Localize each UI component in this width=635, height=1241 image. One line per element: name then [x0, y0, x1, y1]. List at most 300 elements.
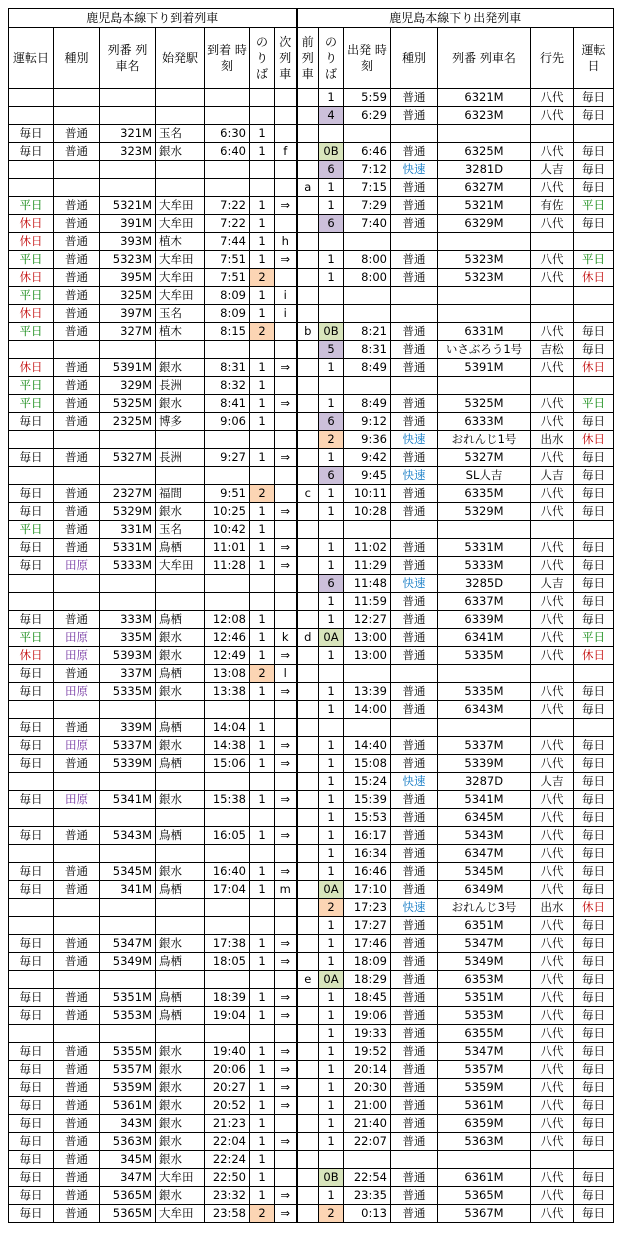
cell-arr-train: 5323M: [100, 251, 156, 269]
cell-prev-train: [297, 1043, 319, 1061]
cell-arr-days: 平日: [9, 521, 54, 539]
cell-arr-platform: [250, 179, 275, 197]
cell-dep-type: 普通: [391, 413, 438, 431]
cell-arr-platform: 1: [250, 791, 275, 809]
cell-arr-type: 普通: [54, 323, 100, 341]
cell-arr-days: 毎日: [9, 1115, 54, 1133]
cell-arr-platform: 2: [250, 665, 275, 683]
cell-prev-train: [297, 125, 319, 143]
table-row: [9, 953, 614, 971]
cell-dep-time: 16:17: [344, 827, 391, 845]
cell-arr-platform: 1: [250, 251, 275, 269]
cell-dep-train: 5353M: [438, 1007, 531, 1025]
cell-arr-train: [100, 179, 156, 197]
cell-dep-train: 5323M: [438, 251, 531, 269]
cell-prev-train: [297, 557, 319, 575]
cell-dep-platform: 1: [319, 953, 344, 971]
cell-dep-platform: 1: [319, 1133, 344, 1151]
cell-arr-type: 普通: [54, 1133, 100, 1151]
cell-dep-days: [574, 305, 614, 323]
cell-dep-dest: 八代: [531, 1061, 574, 1079]
table-row: [9, 1025, 614, 1043]
cell-dep-type: 普通: [391, 827, 438, 845]
table-row: [9, 125, 614, 143]
cell-dep-train: [438, 719, 531, 737]
cell-arr-days: 毎日: [9, 665, 54, 683]
cell-dep-dest: [531, 125, 574, 143]
cell-dep-days: 毎日: [574, 755, 614, 773]
cell-dep-dest: 八代: [531, 845, 574, 863]
cell-dep-platform: 6: [319, 575, 344, 593]
cell-arr-train: 5329M: [100, 503, 156, 521]
table-row: [9, 431, 614, 449]
cell-dep-dest: 八代: [531, 449, 574, 467]
cell-dep-dest: 八代: [531, 935, 574, 953]
table-row: [9, 863, 614, 881]
table-row: [9, 1151, 614, 1169]
cell-arr-type: 田原: [54, 737, 100, 755]
cell-arr-days: 毎日: [9, 557, 54, 575]
cell-dep-train: 6329M: [438, 215, 531, 233]
cell-dep-train: 5331M: [438, 539, 531, 557]
cell-arr-origin: 大牟田: [156, 269, 205, 287]
cell-dep-type: 快速: [391, 575, 438, 593]
timetable-body: [9, 89, 614, 1223]
cell-arr-type: 普通: [54, 197, 100, 215]
cell-arr-train: [100, 431, 156, 449]
cell-dep-dest: 八代: [531, 179, 574, 197]
cell-arr-type: 普通: [54, 377, 100, 395]
cell-prev-train: [297, 521, 319, 539]
cell-arr-days: [9, 809, 54, 827]
table-row: [9, 287, 614, 305]
cell-dep-train: おれんじ1号: [438, 431, 531, 449]
cell-arr-origin: 鳥栖: [156, 755, 205, 773]
cell-dep-time: 8:00: [344, 251, 391, 269]
cell-prev-train: [297, 809, 319, 827]
cell-dep-type: 普通: [391, 197, 438, 215]
cell-prev-train: [297, 827, 319, 845]
table-row: [9, 503, 614, 521]
table-row: [9, 377, 614, 395]
cell-dep-type: 普通: [391, 1169, 438, 1187]
cell-dep-dest: 八代: [531, 647, 574, 665]
cell-next-train: [275, 269, 297, 287]
cell-dep-time: 12:27: [344, 611, 391, 629]
cell-dep-dest: 八代: [531, 593, 574, 611]
cell-dep-train: SL人吉: [438, 467, 531, 485]
cell-dep-type: 普通: [391, 1115, 438, 1133]
cell-arr-origin: 福間: [156, 485, 205, 503]
cell-dep-train: 6323M: [438, 107, 531, 125]
cell-dep-platform: 1: [319, 1079, 344, 1097]
cell-arr-type: [54, 179, 100, 197]
cell-arr-days: 毎日: [9, 1169, 54, 1187]
cell-dep-days: 毎日: [574, 1061, 614, 1079]
cell-dep-dest: 八代: [531, 611, 574, 629]
cell-dep-train: 6321M: [438, 89, 531, 107]
cell-arr-platform: [250, 1025, 275, 1043]
cell-dep-train: 6333M: [438, 413, 531, 431]
table-row: [9, 89, 614, 107]
cell-prev-train: [297, 791, 319, 809]
cell-dep-type: 普通: [391, 593, 438, 611]
cell-prev-train: [297, 1097, 319, 1115]
cell-arr-platform: 1: [250, 1151, 275, 1169]
cell-dep-time: 18:09: [344, 953, 391, 971]
cell-dep-days: 平日: [574, 197, 614, 215]
cell-dep-dest: 八代: [531, 1205, 574, 1223]
cell-dep-dest: 八代: [531, 359, 574, 377]
cell-dep-dest: 八代: [531, 1007, 574, 1025]
cell-dep-dest: 八代: [531, 269, 574, 287]
cell-dep-days: 毎日: [574, 575, 614, 593]
cell-arr-time: 20:52: [205, 1097, 250, 1115]
cell-prev-train: [297, 917, 319, 935]
cell-arr-time: 6:40: [205, 143, 250, 161]
cell-arr-time: 16:05: [205, 827, 250, 845]
cell-next-train: ⇒: [275, 1133, 297, 1151]
cell-dep-dest: 出水: [531, 899, 574, 917]
table-row: [9, 611, 614, 629]
cell-dep-type: 普通: [391, 107, 438, 125]
cell-dep-type: 普通: [391, 935, 438, 953]
cell-arr-origin: [156, 575, 205, 593]
cell-dep-train: 6345M: [438, 809, 531, 827]
table-row: [9, 935, 614, 953]
cell-arr-origin: 大牟田: [156, 287, 205, 305]
cell-arr-days: 毎日: [9, 1079, 54, 1097]
cell-arr-train: [100, 467, 156, 485]
cell-arr-time: 9:27: [205, 449, 250, 467]
cell-arr-days: 平日: [9, 629, 54, 647]
cell-arr-time: 7:22: [205, 215, 250, 233]
cell-next-train: ⇒: [275, 863, 297, 881]
cell-arr-train: 5365M: [100, 1187, 156, 1205]
cell-arr-type: 普通: [54, 287, 100, 305]
cell-prev-train: [297, 881, 319, 899]
cell-next-train: ⇒: [275, 737, 297, 755]
cell-dep-type: [391, 305, 438, 323]
arrival-title: 鹿児島本線下り到着列車: [9, 9, 297, 28]
cell-prev-train: e: [297, 971, 319, 989]
cell-dep-dest: 八代: [531, 1097, 574, 1115]
cell-arr-type: 普通: [54, 1007, 100, 1025]
cell-arr-days: 平日: [9, 287, 54, 305]
cell-dep-time: 22:54: [344, 1169, 391, 1187]
cell-arr-origin: [156, 467, 205, 485]
cell-next-train: [275, 413, 297, 431]
cell-dep-days: 毎日: [574, 827, 614, 845]
cell-dep-train: 6337M: [438, 593, 531, 611]
cell-dep-train: 5339M: [438, 755, 531, 773]
cell-arr-type: 普通: [54, 1205, 100, 1223]
cell-arr-type: 普通: [54, 305, 100, 323]
table-row: [9, 899, 614, 917]
cell-dep-time: 8:49: [344, 395, 391, 413]
cell-next-train: ⇒: [275, 827, 297, 845]
cell-arr-platform: [250, 89, 275, 107]
cell-dep-type: 普通: [391, 557, 438, 575]
cell-arr-train: [100, 89, 156, 107]
cell-dep-dest: 八代: [531, 1169, 574, 1187]
cell-arr-type: [54, 107, 100, 125]
cell-dep-platform: 1: [319, 89, 344, 107]
cell-dep-platform: [319, 125, 344, 143]
cell-dep-platform: 1: [319, 1007, 344, 1025]
cell-arr-platform: 1: [250, 215, 275, 233]
cell-next-train: [275, 323, 297, 341]
cell-dep-dest: 八代: [531, 107, 574, 125]
cell-next-train: i: [275, 305, 297, 323]
cell-next-train: [275, 1115, 297, 1133]
cell-next-train: ⇒: [275, 1043, 297, 1061]
cell-dep-platform: 1: [319, 395, 344, 413]
cell-next-train: ⇒: [275, 935, 297, 953]
cell-dep-type: 快速: [391, 899, 438, 917]
cell-arr-origin: [156, 593, 205, 611]
cell-arr-platform: 1: [250, 395, 275, 413]
cell-arr-days: 毎日: [9, 827, 54, 845]
cell-arr-time: 22:04: [205, 1133, 250, 1151]
cell-arr-platform: 1: [250, 629, 275, 647]
cell-prev-train: a: [297, 179, 319, 197]
cell-arr-train: [100, 701, 156, 719]
cell-dep-platform: [319, 233, 344, 251]
cell-arr-train: 5393M: [100, 647, 156, 665]
cell-dep-time: 16:34: [344, 845, 391, 863]
cell-dep-train: 5363M: [438, 1133, 531, 1151]
cell-dep-days: 毎日: [574, 215, 614, 233]
cell-dep-time: 8:00: [344, 269, 391, 287]
cell-arr-type: 田原: [54, 683, 100, 701]
cell-arr-days: [9, 593, 54, 611]
cell-arr-type: 普通: [54, 719, 100, 737]
cell-dep-dest: [531, 521, 574, 539]
cell-arr-train: 331M: [100, 521, 156, 539]
cell-arr-origin: [156, 1025, 205, 1043]
cell-arr-train: 391M: [100, 215, 156, 233]
cell-arr-time: 8:32: [205, 377, 250, 395]
cell-dep-dest: 八代: [531, 701, 574, 719]
cell-prev-train: [297, 773, 319, 791]
cell-prev-train: c: [297, 485, 319, 503]
cell-dep-time: 9:42: [344, 449, 391, 467]
cell-dep-time: 7:12: [344, 161, 391, 179]
cell-dep-dest: 人吉: [531, 773, 574, 791]
cell-arr-time: [205, 809, 250, 827]
table-row: [9, 845, 614, 863]
cell-dep-platform: 1: [319, 449, 344, 467]
cell-arr-origin: 銀水: [156, 359, 205, 377]
cell-arr-type: 田原: [54, 629, 100, 647]
cell-prev-train: [297, 647, 319, 665]
cell-dep-days: 毎日: [574, 1205, 614, 1223]
cell-dep-train: 5323M: [438, 269, 531, 287]
cell-arr-origin: 鳥栖: [156, 953, 205, 971]
cell-dep-days: 毎日: [574, 1043, 614, 1061]
cell-arr-origin: [156, 107, 205, 125]
cell-next-train: [275, 917, 297, 935]
cell-dep-time: [344, 521, 391, 539]
cell-dep-days: 毎日: [574, 1133, 614, 1151]
cell-dep-days: 毎日: [574, 953, 614, 971]
cell-next-train: [275, 215, 297, 233]
col-arr-platform: の り ば: [250, 28, 275, 89]
cell-dep-platform: [319, 719, 344, 737]
cell-dep-days: [574, 665, 614, 683]
cell-dep-train: 5357M: [438, 1061, 531, 1079]
cell-dep-platform: [319, 287, 344, 305]
cell-arr-platform: 1: [250, 647, 275, 665]
table-row: [9, 413, 614, 431]
cell-arr-train: 393M: [100, 233, 156, 251]
cell-dep-days: 毎日: [574, 341, 614, 359]
cell-dep-train: [438, 287, 531, 305]
cell-prev-train: [297, 233, 319, 251]
cell-arr-days: 毎日: [9, 1097, 54, 1115]
cell-arr-type: [54, 971, 100, 989]
cell-arr-days: 平日: [9, 377, 54, 395]
table-row: [9, 269, 614, 287]
cell-next-train: [275, 809, 297, 827]
cell-dep-days: 毎日: [574, 935, 614, 953]
cell-dep-days: [574, 125, 614, 143]
cell-arr-train: 5359M: [100, 1079, 156, 1097]
cell-arr-days: 毎日: [9, 1205, 54, 1223]
cell-dep-time: 11:29: [344, 557, 391, 575]
cell-arr-days: 毎日: [9, 1151, 54, 1169]
cell-next-train: ⇒: [275, 1187, 297, 1205]
cell-dep-days: 毎日: [574, 161, 614, 179]
table-row: [9, 719, 614, 737]
cell-arr-train: [100, 1025, 156, 1043]
cell-arr-train: 5363M: [100, 1133, 156, 1151]
cell-dep-train: 5365M: [438, 1187, 531, 1205]
cell-dep-platform: 1: [319, 935, 344, 953]
cell-arr-days: [9, 1025, 54, 1043]
cell-prev-train: [297, 197, 319, 215]
cell-arr-time: [205, 845, 250, 863]
cell-arr-platform: 1: [250, 755, 275, 773]
cell-dep-dest: [531, 305, 574, 323]
cell-dep-train: 5335M: [438, 647, 531, 665]
cell-dep-platform: 1: [319, 737, 344, 755]
cell-arr-train: 339M: [100, 719, 156, 737]
cell-arr-type: 普通: [54, 1061, 100, 1079]
table-row: [9, 1115, 614, 1133]
cell-next-train: [275, 179, 297, 197]
cell-arr-platform: 1: [250, 1133, 275, 1151]
cell-dep-time: 14:40: [344, 737, 391, 755]
cell-arr-type: 普通: [54, 1043, 100, 1061]
cell-dep-train: 5345M: [438, 863, 531, 881]
cell-arr-days: 毎日: [9, 1007, 54, 1025]
cell-dep-platform: 1: [319, 269, 344, 287]
cell-arr-time: 9:06: [205, 413, 250, 431]
cell-dep-time: [344, 287, 391, 305]
cell-arr-origin: 銀水: [156, 1115, 205, 1133]
cell-arr-platform: 1: [250, 557, 275, 575]
departure-title: 鹿児島本線下り出発列車: [297, 9, 614, 28]
cell-arr-days: [9, 773, 54, 791]
cell-prev-train: [297, 467, 319, 485]
cell-prev-train: [297, 701, 319, 719]
cell-arr-platform: [250, 773, 275, 791]
col-arr-days: 運転日: [9, 28, 54, 89]
cell-next-train: [275, 377, 297, 395]
cell-arr-platform: 1: [250, 935, 275, 953]
cell-arr-type: [54, 917, 100, 935]
cell-dep-time: 6:46: [344, 143, 391, 161]
cell-next-train: ⇒: [275, 647, 297, 665]
cell-dep-type: 普通: [391, 539, 438, 557]
cell-arr-platform: 2: [250, 485, 275, 503]
cell-prev-train: [297, 611, 319, 629]
cell-dep-train: 5341M: [438, 791, 531, 809]
cell-dep-train: 3287D: [438, 773, 531, 791]
cell-arr-origin: 銀水: [156, 503, 205, 521]
cell-next-train: ⇒: [275, 755, 297, 773]
cell-dep-days: 毎日: [574, 971, 614, 989]
col-arr-type: 種別: [54, 28, 100, 89]
cell-dep-platform: 1: [319, 701, 344, 719]
cell-next-train: [275, 845, 297, 863]
cell-dep-time: [344, 233, 391, 251]
cell-arr-days: [9, 161, 54, 179]
cell-next-train: [275, 899, 297, 917]
cell-dep-days: 平日: [574, 251, 614, 269]
cell-arr-origin: 植木: [156, 233, 205, 251]
cell-arr-train: [100, 161, 156, 179]
cell-dep-time: [344, 305, 391, 323]
cell-dep-days: 毎日: [574, 485, 614, 503]
cell-arr-platform: 1: [250, 413, 275, 431]
cell-dep-platform: 1: [319, 863, 344, 881]
cell-next-train: ⇒: [275, 359, 297, 377]
cell-dep-platform: 1: [319, 827, 344, 845]
cell-prev-train: [297, 737, 319, 755]
cell-prev-train: [297, 377, 319, 395]
cell-arr-time: 23:32: [205, 1187, 250, 1205]
cell-arr-days: 毎日: [9, 791, 54, 809]
cell-arr-days: [9, 341, 54, 359]
cell-dep-time: 23:35: [344, 1187, 391, 1205]
cell-arr-type: 普通: [54, 1097, 100, 1115]
cell-arr-train: [100, 575, 156, 593]
col-dep-train: 列番 列車名: [438, 28, 531, 89]
table-row: [9, 755, 614, 773]
cell-next-train: f: [275, 143, 297, 161]
cell-dep-platform: 0A: [319, 881, 344, 899]
cell-arr-time: [205, 431, 250, 449]
cell-dep-train: 5329M: [438, 503, 531, 521]
cell-arr-origin: 植木: [156, 323, 205, 341]
cell-arr-type: 普通: [54, 665, 100, 683]
cell-dep-dest: 八代: [531, 503, 574, 521]
cell-arr-type: 普通: [54, 485, 100, 503]
cell-prev-train: [297, 593, 319, 611]
cell-dep-platform: [319, 1151, 344, 1169]
cell-prev-train: [297, 305, 319, 323]
cell-dep-type: 普通: [391, 1205, 438, 1223]
cell-arr-origin: [156, 773, 205, 791]
table-row: [9, 539, 614, 557]
cell-arr-type: 普通: [54, 611, 100, 629]
cell-dep-dest: 有佐: [531, 197, 574, 215]
cell-arr-time: 15:38: [205, 791, 250, 809]
cell-arr-platform: 1: [250, 719, 275, 737]
